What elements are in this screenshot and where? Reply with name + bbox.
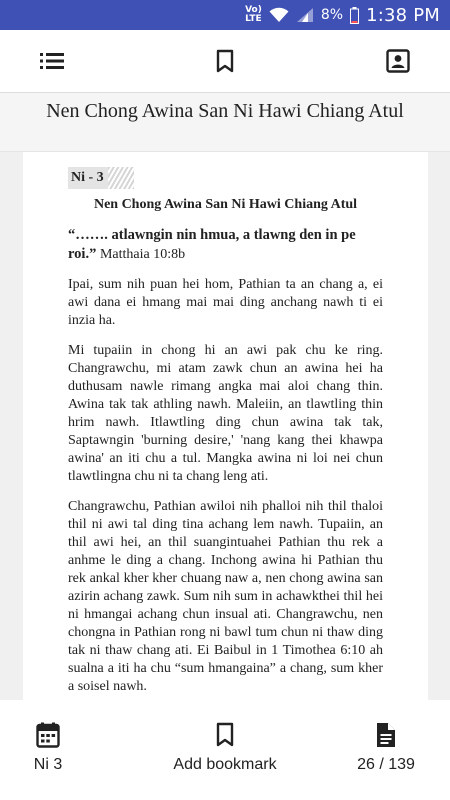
bottom-bar	[0, 700, 450, 800]
page-content	[68, 167, 383, 726]
wifi-icon	[269, 7, 289, 23]
list-icon	[39, 51, 65, 71]
bookmark-icon	[215, 722, 235, 748]
status-icons	[245, 0, 440, 30]
add-bookmark-button[interactable]	[165, 722, 285, 774]
profile-button[interactable]	[384, 47, 412, 75]
status-bar	[0, 0, 450, 30]
contents-button[interactable]	[38, 47, 66, 75]
title-area	[0, 92, 450, 152]
chapter-label: Ni 3	[33, 756, 63, 773]
account-box-icon	[386, 49, 410, 73]
calendar-icon	[36, 722, 60, 748]
document-icon	[375, 722, 397, 748]
battery-percent: 8%	[320, 7, 344, 23]
page-indicator-label: 26 / 139	[357, 756, 415, 773]
page-indicator-button[interactable]	[345, 722, 427, 774]
paragraph: Mi tupaiin in chong hi an awi pak chu ke ring. Changrawchu, mi atam zawk chun an awina hei ha duthusam nawle rimang angka mai aloi chang thin. Awina tak tak athling nawh. Maleiin, an tlawtling thin hrim nawh. Itlawtling ding chun awina tak tak, Saptawngin 'burning desire,' 'nang kang thei khawpa awina' an iti chu a tul. Mangka awina ni loi nei chun tlawtlingna chu ni ta chang leng ati.	[68, 343, 383, 484]
verse-quote	[68, 226, 383, 264]
verse-text: “……. atlawngin nin hmua, a tlawng den in pe roi.”	[68, 227, 356, 262]
chapter-title: Nen Chong Awina San Ni Hawi Chiang Atul	[93, 197, 358, 212]
verse-reference: Matthaia 10:8b	[99, 247, 186, 262]
top-toolbar	[0, 30, 450, 92]
chapter-tag	[68, 167, 138, 189]
clock: 1:38 PM	[366, 4, 440, 26]
add-bookmark-label: Add bookmark	[173, 756, 277, 773]
bookmarks-button[interactable]	[211, 47, 239, 75]
paragraph: Changrawchu, Pathian awiloi nih phalloi nih thil thaloi thil ni awi tal ding tina achang lem nawh. Tupaiin, an thil awi hei, an thil suangintuahei Pathian thu rek a anhme le ding a chang. Inchong awina hi Pathian thu rek ankal kher kher chuang naw a, nen chong awina san azirin achang zawk. Sum nih sum in achawkthei thil hei ni hmangai achang chun insual ati. Changrawchu, nen chongna in Pathian rong ni bawl tum chun ni thaw ding tak ni thaw chang ati. Ei Baibul in 1 Timothea 6:10 ah sualna a iti ha chu “sum hmangaina” a chang, sum kher a soisel nawh.	[68, 499, 383, 694]
battery-icon	[350, 7, 359, 24]
book-page	[23, 152, 428, 700]
page-title: Nen Chong Awina San Ni Hawi Chiang Atul	[46, 100, 404, 122]
chapter-tag-label: Ni - 3	[71, 170, 104, 185]
reading-area[interactable]	[0, 152, 450, 700]
bookmark-icon	[215, 49, 235, 73]
signal-icon	[296, 7, 314, 23]
paragraph: Ipai, sum nih puan hei hom, Pathian ta an chang a, ei awi dana ei hmang mai mai ding anchang nawh ti ei inzia ha.	[68, 277, 383, 328]
chapter-button[interactable]	[25, 722, 71, 774]
volte-indicator: Vo) LTE	[245, 5, 262, 24]
